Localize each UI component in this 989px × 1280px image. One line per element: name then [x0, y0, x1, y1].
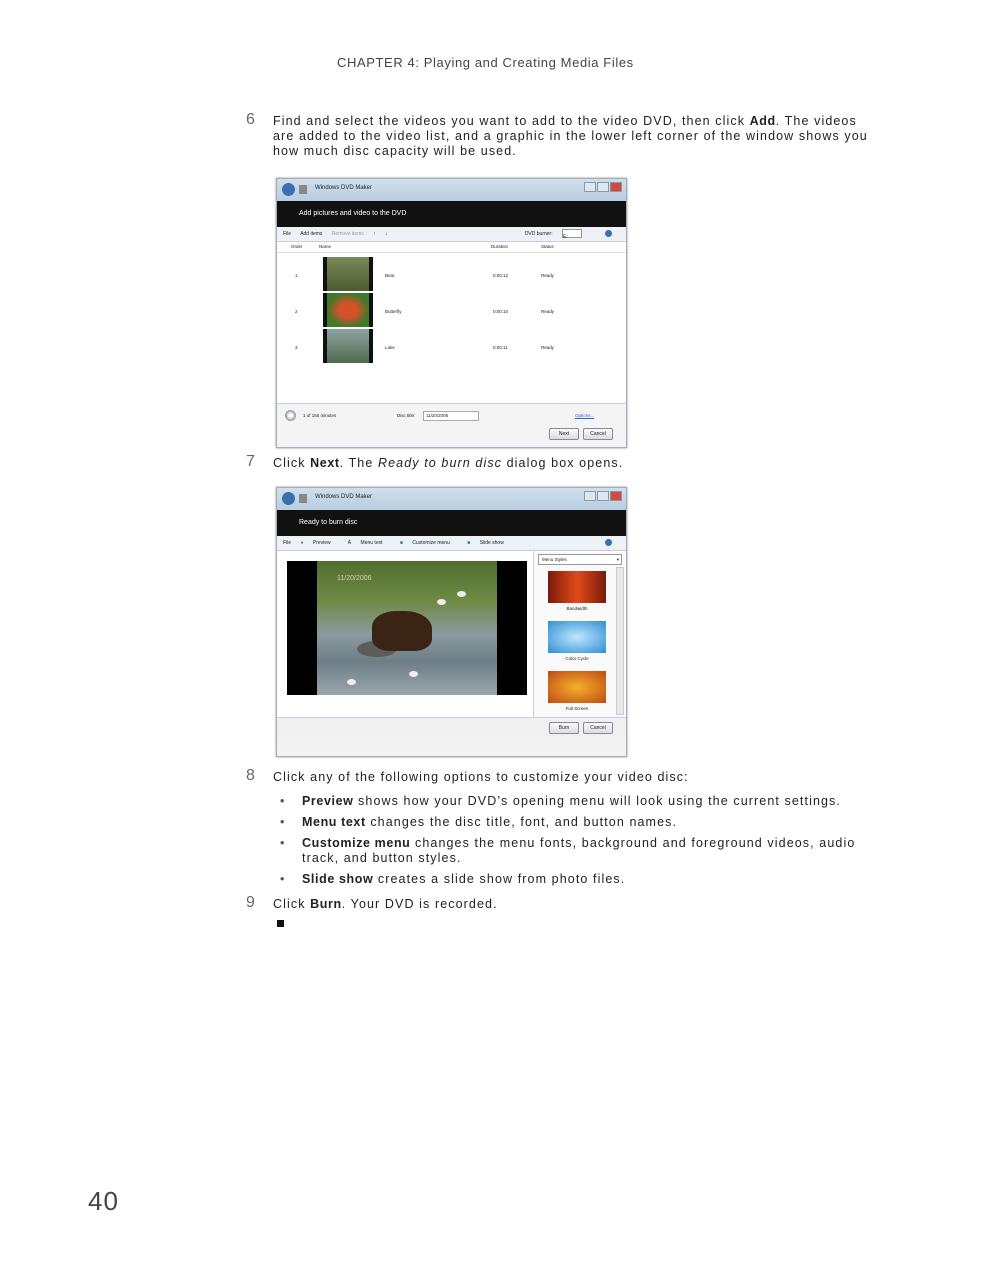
row-name: Bear [385, 273, 395, 278]
remove-items-button[interactable]: Remove items [331, 231, 364, 237]
slide-show-button[interactable]: ■ Slide show [467, 540, 504, 546]
col-status[interactable]: Status [541, 244, 554, 249]
back-arrow-icon[interactable] [282, 492, 295, 505]
cancel-button[interactable]: Cancel [583, 428, 613, 440]
burner-select[interactable]: E: [562, 229, 582, 238]
gull-shape [457, 591, 466, 597]
row-order: 1 [295, 273, 298, 278]
video-thumbnail [323, 257, 373, 291]
help-icon[interactable] [605, 539, 612, 546]
step-number: 9 [246, 894, 255, 911]
list-item[interactable] [277, 293, 626, 329]
preview-icon: ● [300, 540, 304, 546]
customize-icon: ■ [399, 540, 403, 546]
maximize-icon[interactable] [597, 491, 609, 501]
col-name[interactable]: Name [319, 244, 332, 249]
col-duration[interactable]: Duration [491, 244, 509, 249]
preview-button[interactable]: ● Preview [300, 540, 331, 546]
list-item[interactable] [277, 329, 626, 365]
list-item[interactable] [277, 257, 626, 293]
list-footer [277, 403, 626, 442]
end-of-section-marker [277, 920, 284, 927]
step-number: 8 [246, 767, 255, 784]
minimize-icon[interactable] [584, 491, 596, 501]
gull-shape [347, 679, 356, 685]
style-option[interactable]: Full Screen [547, 671, 607, 711]
options-list [278, 794, 892, 893]
screenshot-ready-to-burn [276, 487, 627, 757]
dvd-maker-icon [299, 185, 307, 194]
styles-scrollbar[interactable] [616, 567, 624, 715]
menu-preview-video [287, 561, 527, 695]
help-icon[interactable] [605, 230, 612, 237]
title-bar [277, 179, 626, 201]
dvd-maker-icon [299, 494, 307, 503]
wizard-banner: Add pictures and video to the DVD [277, 201, 626, 227]
video-thumbnail [323, 293, 373, 327]
chapter-header: CHAPTER 4: Playing and Creating Media Files [337, 55, 634, 70]
minimize-icon[interactable] [584, 182, 596, 192]
style-option[interactable]: Color Cycle [547, 621, 607, 661]
close-icon[interactable] [610, 182, 622, 192]
row-status: Ready [541, 273, 555, 278]
style-option[interactable]: Bandwidth [547, 571, 607, 611]
close-icon[interactable] [610, 491, 622, 501]
step-text: Find and select the videos you want to add to the video DVD, then click Add. The videos are added to the video list, and a graphic in the lower left corner of the window shows you how much disc capacity will be used. [273, 114, 868, 158]
screenshot-add-videos [276, 178, 627, 448]
gull-shape [409, 671, 418, 677]
disc-title-input[interactable]: 11/20/2006 [423, 411, 479, 421]
options-link[interactable]: Options... [575, 413, 595, 418]
title-bar [277, 488, 626, 510]
step-text: Click Burn. Your DVD is recorded. [273, 897, 498, 911]
window-title: Windows DVD Maker [315, 185, 373, 191]
file-menu[interactable]: File [283, 231, 292, 237]
menu-styles-dropdown[interactable]: Menu Styles ▾ [538, 554, 622, 565]
bear-shape [372, 611, 432, 651]
wizard-banner: Ready to burn disc [277, 510, 626, 536]
slide-show-icon: ■ [467, 540, 471, 546]
move-down-icon[interactable]: ↓ [385, 231, 388, 237]
next-button[interactable]: Next [549, 428, 579, 440]
maximize-icon[interactable] [597, 182, 609, 192]
bear-video-frame [317, 561, 497, 695]
disc-title-label: Disc title: [397, 413, 416, 418]
toolbar [277, 536, 626, 551]
preview-area [277, 551, 626, 717]
row-order: 3 [295, 345, 298, 350]
gull-shape [437, 599, 446, 605]
toolbar [277, 227, 626, 242]
capacity-text: 1 of 150 minutes [303, 413, 337, 418]
row-status: Ready [541, 345, 555, 350]
disc-capacity-icon [285, 410, 296, 421]
burn-button[interactable]: Burn [549, 722, 579, 734]
video-list [277, 253, 626, 403]
customize-menu-button[interactable]: ■ Customize menu [399, 540, 450, 546]
dialog-footer [277, 717, 626, 738]
window-title: Windows DVD Maker [315, 494, 373, 500]
menu-text-button[interactable]: A Menu text [347, 540, 383, 546]
row-order: 2 [295, 309, 298, 314]
menu-text-icon: A [347, 540, 352, 546]
row-duration: 0:00:10 [493, 309, 509, 314]
back-arrow-icon[interactable] [282, 183, 295, 196]
list-item: • Preview shows how your DVD’s opening menu will look using the current settings. [278, 794, 892, 809]
page-number: 40 [88, 1186, 119, 1216]
video-date-overlay: 11/20/2006 [337, 575, 372, 582]
step-number: 7 [246, 453, 255, 470]
add-items-button[interactable]: Add items [300, 231, 323, 237]
video-thumbnail [323, 329, 373, 363]
list-item: • Slide show creates a slide show from photo files. [278, 872, 892, 887]
step-text: Click any of the following options to customize your video disc: [273, 770, 689, 784]
col-order[interactable]: Order [291, 244, 303, 249]
row-duration: 0:00:12 [493, 273, 509, 278]
list-header [277, 242, 626, 253]
move-up-icon[interactable]: ↑ [373, 231, 376, 237]
file-menu[interactable]: File [283, 540, 292, 546]
row-name: Butterfly [385, 309, 402, 314]
menu-styles-panel [533, 551, 626, 717]
list-item: • Menu text changes the disc title, font, and button names. [278, 815, 892, 830]
row-name: Lake [385, 345, 395, 350]
step-number: 6 [246, 111, 255, 128]
row-duration: 0:00:11 [493, 345, 508, 350]
dvd-burner: DVD burner: E: [525, 227, 590, 241]
dropdown-arrow-icon: ▾ [616, 557, 619, 562]
step-text: Click Next. The Ready to burn disc dialog box opens. [273, 456, 624, 470]
list-item: • Customize menu changes the menu fonts, background and foreground videos, audio track, and button styles. [278, 836, 892, 866]
row-status: Ready [541, 309, 555, 314]
cancel-button[interactable]: Cancel [583, 722, 613, 734]
